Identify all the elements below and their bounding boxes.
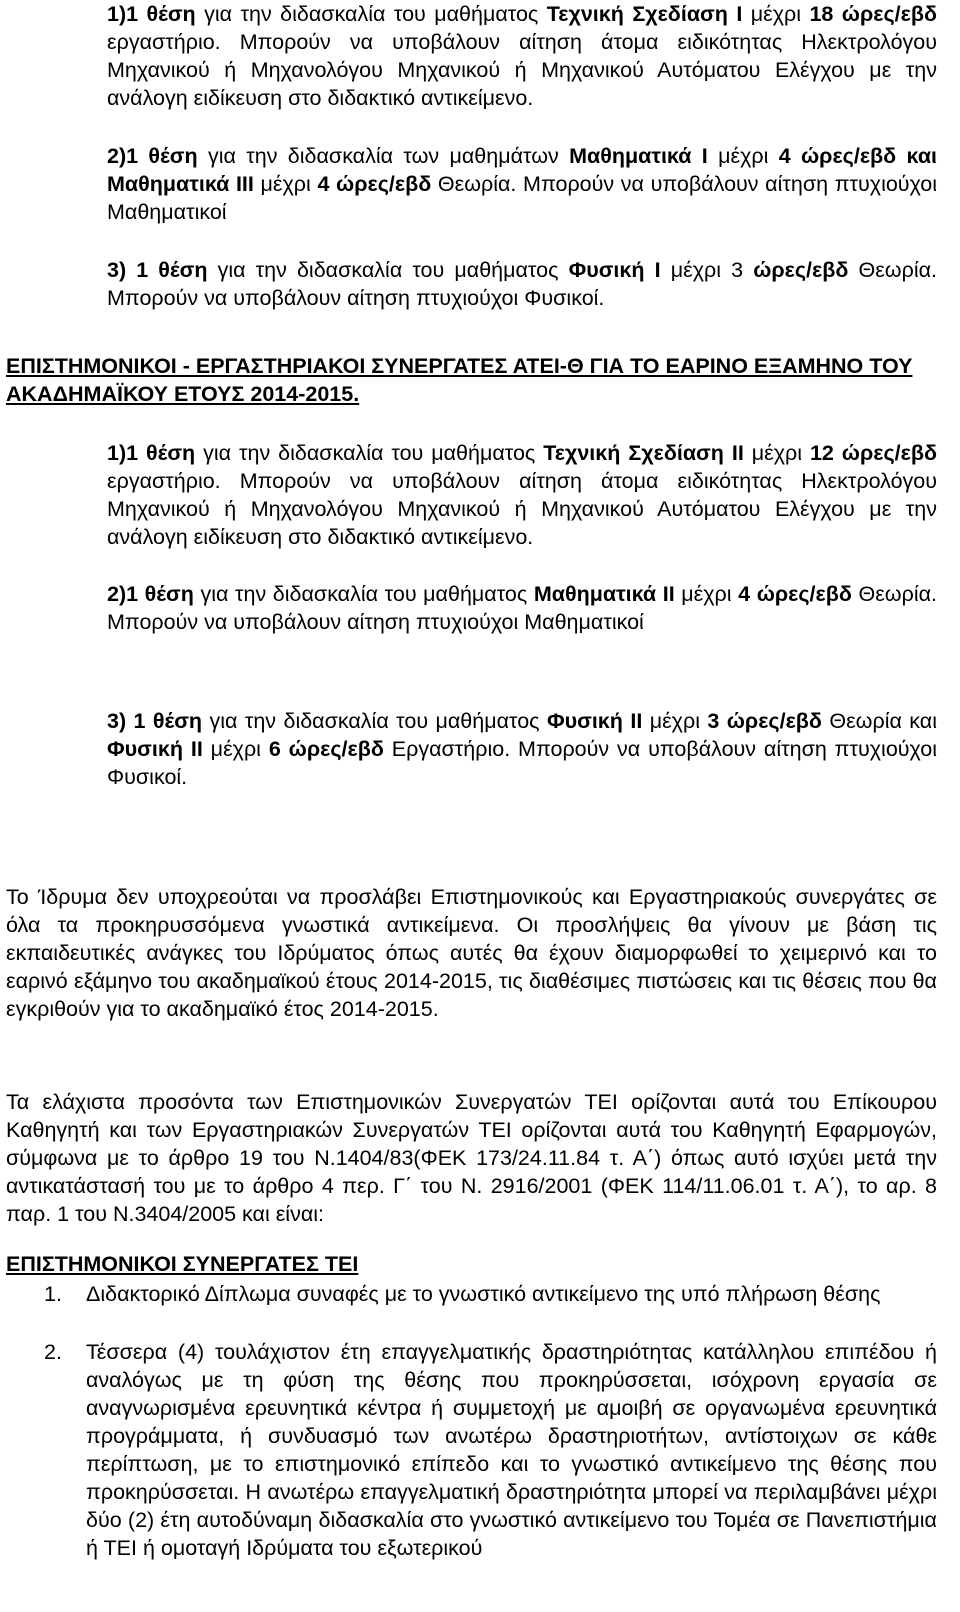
text: Θεωρία. Μπορούν να υποβάλουν αίτηση πτυχιούχοι Φυσικοί.: [107, 258, 937, 310]
course-name: Φυσική ΙΙ: [546, 709, 643, 733]
scientific-collaborators-heading: ΕΠΙΣΤΗΜΟΝΙΚΟΙ ΣΥΝΕΡΓΑΤΕΣ ΤΕΙ: [6, 1252, 359, 1276]
notice-paragraph: Το Ίδρυμα δεν υποχρεούται να προσλάβει Επιστημονικούς και Εργαστηριακούς συνεργάτες σε όλα τα προκηρυσσόμενα γνωστικά αντικείμενα. Οι προσλήψεις θα γίνουν με βάση τις εκπαιδευτικές ανάγκες του Ιδρύματος όπως αυτές θα έχουν διαμορφωθεί το χειμερινό και το εαρινό εξάμηνο του ακαδημαϊκού έτους 2014-2015, τις διαθέσιμες πιστώσεις και τις θέσεις που θα εγκριθούν για το ακαδημαϊκό έτος 2014-2015.: [6, 885, 937, 1021]
hours: 6 ώρες/εβδ: [268, 737, 384, 761]
position-label: 1)1 θέση: [107, 2, 196, 26]
hours: 12 ώρες/εβδ: [809, 441, 937, 465]
hours: 18 ώρες/εβδ: [809, 2, 937, 26]
text: για την διδασκαλία του μαθήματος: [195, 441, 544, 465]
course-name: Φυσική ΙΙ: [107, 737, 203, 761]
text: μέχρι: [642, 709, 708, 733]
position-label: 2)1 θέση: [107, 582, 194, 606]
list-number: 1.: [44, 1282, 62, 1306]
course-name: Τεχνική Σχεδίαση ΙΙ: [543, 441, 744, 465]
course-name: Φυσική Ι: [568, 258, 661, 282]
text: Εργαστήριο. Μπορούν να υποβάλουν αίτηση πτυχιούχοι Φυσικοί.: [107, 737, 937, 789]
requirement-item: Τέσσερα (4) τουλάχιστον έτη επαγγελματικής δραστηριότητας κατάλληλου επιπέδου ή αναλόγως με τη φύση της θέσης που προκηρύσσεται, ισόχρονη εργασία σε αναγνωρισμένα ερευνητικά κέντρα ή συμμετοχή με αμοιβή σε οργανωμένα ερευνητικά προγράμματα, ή συνδυασμό των ανωτέρω δραστηριοτήτων, αντίστοιχων σε κάθε περίπτωση, με το επιστημονικό επίπεδο και το γνωστικό αντικείμενο της θέσης που προκηρύσσεται. Η ανωτέρω επαγγελματική δραστηριότητα μπορεί να περιλαμβάνει μέχρι δύο (2) έτη αυτοδύναμη διδασκαλία στο γνωστικό αντικείμενο του Τομέα σε Πανεπιστήμια ή ΤΕΙ ή ομοταγή Ιδρύματα του εξωτερικού: [86, 1340, 937, 1560]
requirement-item: Διδακτορικό Δίπλωμα συναφές με το γνωστικό αντικείμενο της υπό πλήρωση θέσης: [86, 1282, 881, 1306]
winter-position-2: [107, 142, 937, 226]
spring-position-3: [107, 707, 937, 791]
text: μέχρι: [202, 737, 269, 761]
course-name: Μαθηματικά ΙΙ: [533, 582, 675, 606]
text: εργαστήριο. Μπορούν να υποβάλουν αίτηση άτομα ειδικότητας Ηλεκτρολόγου Μηχανικού ή Μηχανολόγου Μηχανικού ή Μηχανικού Αυτόματου Ελέγχου με την ανάλογη ειδίκευση στο διδακτικό αντικείμενο.: [107, 30, 937, 110]
position-label: 2)1 θέση: [107, 144, 198, 168]
text: για την διδασκαλία των μαθημάτων: [197, 144, 570, 168]
list-number: 2.: [44, 1340, 62, 1364]
spring-position-1: [107, 439, 937, 551]
position-label: 3) 1 θέση: [107, 258, 208, 282]
text: μέχρι: [707, 144, 779, 168]
course-name: Τεχνική Σχεδίαση Ι: [546, 2, 743, 26]
position-label: 3) 1 θέση: [107, 709, 203, 733]
hours: 3 ώρες/εβδ: [707, 709, 822, 733]
text: μέχρι 3: [660, 258, 754, 282]
text: Θεωρία. Μπορούν να υποβάλουν αίτηση πτυχιούχοι Μαθηματικοί: [107, 172, 938, 224]
text: για την διδασκαλία του μαθήματος: [195, 2, 547, 26]
text: εργαστήριο. Μπορούν να υποβάλουν αίτηση άτομα ειδικότητας Ηλεκτρολόγου Μηχανικού ή Μηχανολόγου Μηχανικού ή Μηχανικού Αυτόματου Ελέγχου με την ανάλογη ειδίκευση στο διδακτικό αντικείμενο.: [107, 469, 937, 549]
course-name: Μαθηματικά Ι: [569, 144, 708, 168]
text: μέχρι: [742, 2, 810, 26]
hours: 4 ώρες/εβδ: [317, 172, 432, 196]
winter-position-3: [107, 256, 937, 312]
text: Θεωρία και: [821, 709, 938, 733]
spring-position-2: [107, 580, 937, 636]
text: για την διδασκαλία του μαθήματος: [193, 582, 534, 606]
text: μέχρι: [674, 582, 739, 606]
text: για την διδασκαλία του μαθήματος: [202, 709, 547, 733]
winter-position-1: [107, 0, 937, 112]
text: Θεωρία. Μπορούν να υποβάλουν αίτηση πτυχιούχοι Μαθηματικοί: [107, 582, 938, 634]
text: μέχρι: [253, 172, 318, 196]
spring-semester-heading: ΕΠΙΣΤΗΜΟΝΙΚΟΙ - ΕΡΓΑΣΤΗΡΙΑΚΟΙ ΣΥΝΕΡΓΑΤΕΣ ΑΤΕΙ-Θ ΓΙΑ ΤΟ ΕΑΡΙΝΟ ΕΞΑΜΗΝΟ ΤΟΥ ΑΚΑΔΗΜΑΪΚΟΥ ΕΤΟΥΣ 2014-2015.: [6, 354, 913, 406]
hours: 4 ώρες/εβδ: [738, 582, 852, 606]
qualifications-paragraph: Τα ελάχιστα προσόντα των Επιστημονικών Συνεργατών ΤΕΙ ορίζονται αυτά του Επίκουρου Καθηγητή και των Εργαστηριακών Συνεργατών ΤΕΙ ορίζονται αυτά του Καθηγητή Εφαρμογών, σύμφωνα με το άρθρο 19 του Ν.1404/83(ΦΕΚ 173/24.11.84 τ. Α΄) όπως αυτό ισχύει μετά την αντικατάστασή του με το άρθρο 4 περ. Γ΄ του Ν. 2916/2001 (ΦΕΚ 114/11.06.01 τ. Α΄), το αρ. 8 παρ. 1 του Ν.3404/2005 και είναι:: [6, 1090, 937, 1226]
position-label: 1)1 θέση: [107, 441, 196, 465]
hours: ώρες/εβδ: [753, 258, 849, 282]
text: μέχρι: [743, 441, 810, 465]
hours: 4 ώρες/εβδ και Μαθηματικά ΙΙΙ: [107, 144, 938, 196]
text: για την διδασκαλία του μαθήματος: [207, 258, 569, 282]
